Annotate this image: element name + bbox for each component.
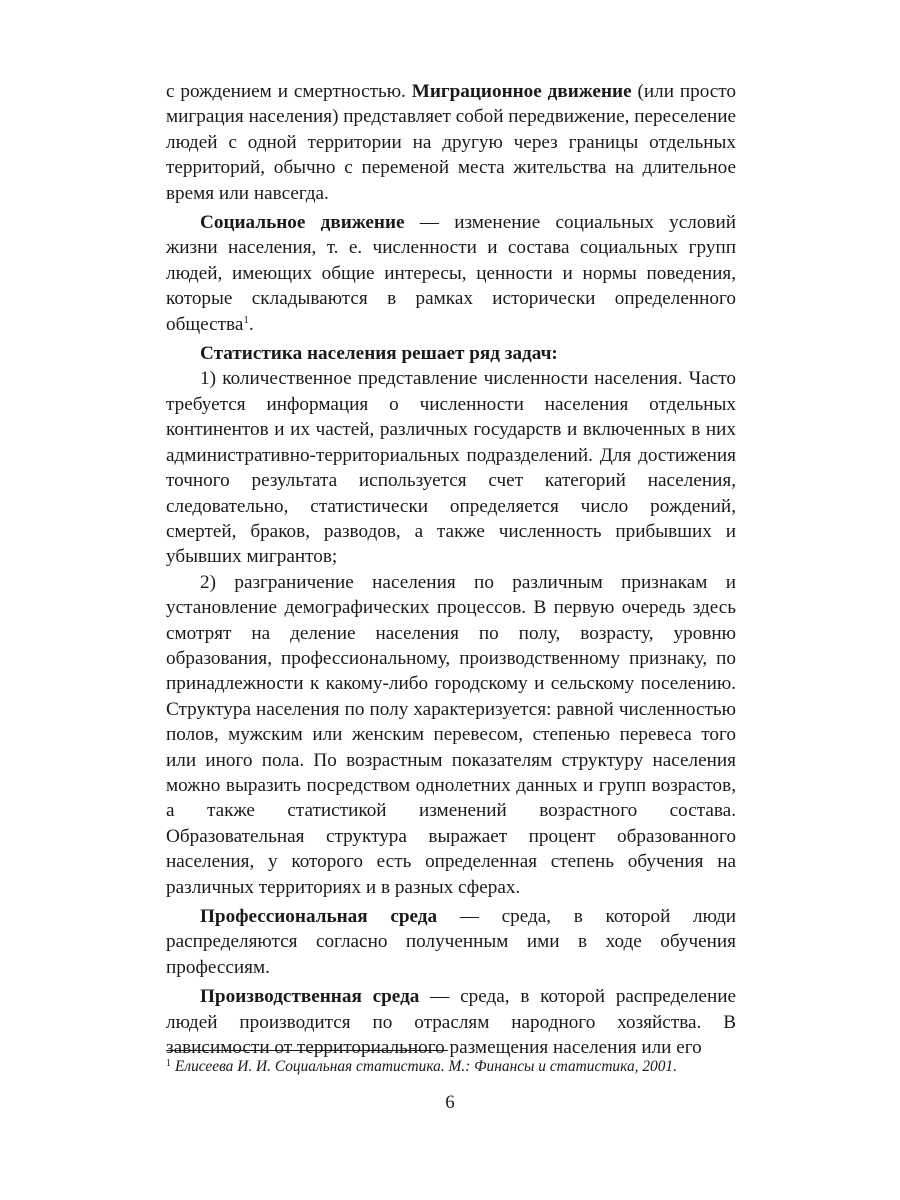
paragraph-production-environment [166, 984, 736, 1060]
text-run: — среда, в которой люди распределяются согласно полученным ими в ходе обучения профессиям. [166, 906, 736, 978]
text-run: 2) разграничение населения по различным признакам и установление демографических процессов. В первую очередь здесь смотрят на деление населения по полу, возрасту, уровню образования, профессиональному, производственному признаку, по принадлежности к какому-либо городскому и сельскому поселению. Структура населения по полу характеризуется: равной численностью полов, мужским или женским перевесом, степенью перевеса того или иного пола. По возрастным показателям структуру населения можно выразить посредством однолетних данных и групп возрастов, а также статистикой изменений возрастного состава. Образовательная структура выражает процент образованного населения, у которого есть определенная степень обучения на различных территориях и в разных сферах. [166, 571, 736, 898]
text-run: . [248, 313, 254, 335]
term-professional-environment: Профессиональная среда [200, 906, 438, 927]
text-run: 1) количественное представление численности населения. Часто требуется информация о численности населения отдельных континентов и их частей, различных государств и включенных в них административно-территориальных подразделений. Для достижения точного результата используется счет категорий населения, следовательно, статистически определяется число рождений, смертей, браков, разводов, а также численность прибывших и убывших мигрантов; [166, 368, 736, 568]
term-production-environment: Производственная среда [200, 986, 420, 1008]
text-run: с рождением и смертностью. [166, 81, 412, 102]
text-run: (или просто миграция населения) представляет собой передвижение, переселение людей с одной территории на другую через границы отдельных территорий, обычно с переменой места жительства на длительное время или навсегда. [166, 81, 737, 204]
tasks-heading: Статистика населения решает ряд задач: [200, 343, 558, 365]
paragraph-professional-environment [166, 904, 736, 980]
text-run: — изменение социальных условий жизни населения, т. е. численности и состава социальных групп людей, имеющих общие интересы, ценности и нормы поведения, которые складываются в рамках исторически определенного общества [166, 212, 737, 335]
text-run: — среда, в которой распределение людей производится по отраслям народного хозяйства. В зависимости от территориального размещения населения или его [166, 986, 736, 1059]
footnote-divider [166, 1050, 448, 1051]
page-body [166, 79, 736, 1060]
term-social-movement: Социальное движение [200, 212, 405, 234]
footnote [166, 1057, 746, 1077]
page-number: 6 [445, 1092, 455, 1113]
footnote-marker: 1 [166, 1058, 171, 1069]
paragraph-migration [166, 79, 736, 206]
list-item-1 [166, 366, 736, 569]
paragraph-social-movement [166, 210, 736, 337]
term-migration-movement: Миграционное движение [411, 81, 632, 102]
list-item-2 [166, 570, 736, 900]
main-text [166, 79, 736, 1060]
footnote-text: Елисеева И. И. Социальная статистика. М.: Финансы и статистика, 2001. [175, 1058, 677, 1075]
footnote-reference: 1 [243, 313, 249, 326]
paragraph-tasks-heading [166, 341, 736, 366]
